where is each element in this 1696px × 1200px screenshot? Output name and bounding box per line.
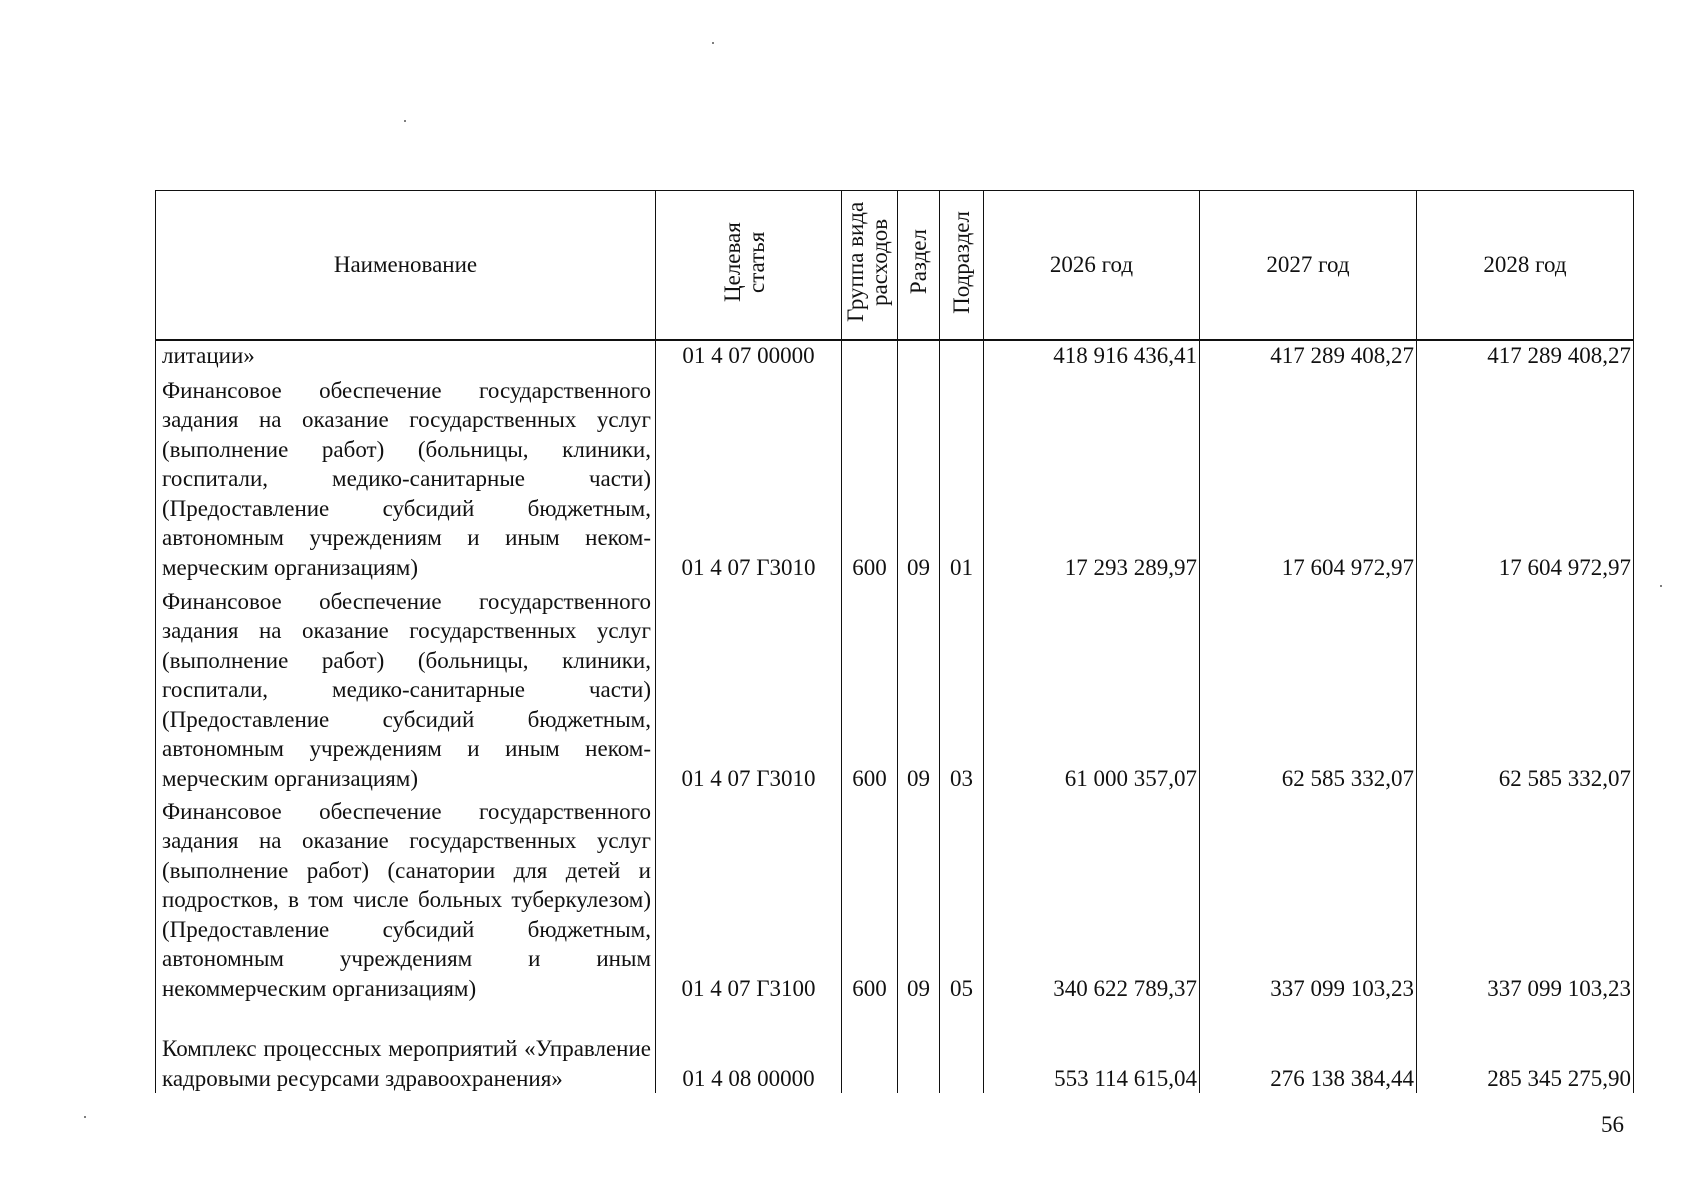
- row-target-article: 01 4 07 Г3010: [656, 372, 842, 582]
- row-value-2026: 553 114 615,04: [984, 1003, 1200, 1093]
- row-name: Финансовое обеспечение государственного задания на оказание государственных услуг (выполнение работ) (больницы, клиники, госпитали, медико-санитарные части) (Предоставление субсидий бюджетным, автономным учреждениям и иным некоммерческим организациям): [156, 372, 656, 582]
- row-expense-group: [842, 340, 898, 372]
- row-value-2027: 417 289 408,27: [1200, 340, 1417, 372]
- budget-table: [155, 190, 1634, 1093]
- row-value-2027: 62 585 332,07: [1200, 582, 1417, 793]
- row-subsection: 03: [940, 582, 984, 793]
- header-year-2028: 2028 год: [1417, 191, 1634, 341]
- row-subsection: 05: [940, 793, 984, 1003]
- row-value-2027: 337 099 103,23: [1200, 793, 1417, 1003]
- row-target-article: 01 4 07 00000: [656, 340, 842, 372]
- row-expense-group: 600: [842, 372, 898, 582]
- row-value-2027: 276 138 384,44: [1200, 1003, 1417, 1093]
- row-value-2028: 285 345 275,90: [1417, 1003, 1634, 1093]
- row-value-2026: 340 622 789,37: [984, 793, 1200, 1003]
- table-row: [156, 1003, 1634, 1093]
- row-section: 09: [898, 372, 940, 582]
- row-name: Финансовое обеспечение государственного задания на оказание государственных услуг (выполнение работ) (больницы, клиники, госпитали, медико-санитарные части) (Предоставление субсидий бюджетным, автономным учреждениям и иным некоммерческим организациям): [156, 582, 656, 793]
- table-row: [156, 372, 1634, 582]
- table-row: [156, 582, 1634, 793]
- page-number: 56: [1601, 1112, 1624, 1137]
- row-name: Финансовое обеспечение государственного задания на оказание государственных услуг (выполнение работ) (санатории для детей и подростков, в том числе больных туберкулезом) (Предоставление субсидий бюджетным, автономным учреждениям и иным некоммерческим организациям): [156, 793, 656, 1003]
- row-target-article: 01 4 07 Г3100: [656, 793, 842, 1003]
- row-value-2026: 418 916 436,41: [984, 340, 1200, 372]
- header-year-2026: 2026 год: [984, 191, 1200, 341]
- row-subsection: 01: [940, 372, 984, 582]
- scan-speck: [1660, 585, 1662, 587]
- scan-speck: [712, 42, 714, 44]
- row-subsection: [940, 340, 984, 372]
- row-subsection: [940, 1003, 984, 1093]
- header-section: Раздел: [898, 191, 940, 341]
- scan-speck: [404, 120, 406, 122]
- row-expense-group: 600: [842, 582, 898, 793]
- row-target-article: 01 4 08 00000: [656, 1003, 842, 1093]
- table-row: [156, 340, 1634, 372]
- row-section: [898, 1003, 940, 1093]
- row-target-article: 01 4 07 Г3010: [656, 582, 842, 793]
- row-section: 09: [898, 793, 940, 1003]
- row-section: 09: [898, 582, 940, 793]
- row-expense-group: 600: [842, 793, 898, 1003]
- scan-speck: [84, 1116, 86, 1118]
- row-value-2028: 417 289 408,27: [1417, 340, 1634, 372]
- table-row: [156, 793, 1634, 1003]
- row-value-2027: 17 604 972,97: [1200, 372, 1417, 582]
- table-header-row: [156, 191, 1634, 341]
- row-name: литации»: [156, 340, 656, 372]
- row-expense-group: [842, 1003, 898, 1093]
- row-value-2028: 17 604 972,97: [1417, 372, 1634, 582]
- header-subsection: Подраздел: [940, 191, 984, 341]
- row-value-2028: 62 585 332,07: [1417, 582, 1634, 793]
- row-value-2028: 337 099 103,23: [1417, 793, 1634, 1003]
- header-expense-group: Группа вида расходов: [842, 191, 898, 341]
- header-name: Наименование: [156, 191, 656, 341]
- row-section: [898, 340, 940, 372]
- row-name: Комплекс процессных мероприятий «Управление кадровыми ресурсами здравоохранения»: [156, 1003, 656, 1093]
- row-value-2026: 61 000 357,07: [984, 582, 1200, 793]
- header-year-2027: 2027 год: [1200, 191, 1417, 341]
- row-value-2026: 17 293 289,97: [984, 372, 1200, 582]
- header-target-article: Целевая статья: [656, 191, 842, 341]
